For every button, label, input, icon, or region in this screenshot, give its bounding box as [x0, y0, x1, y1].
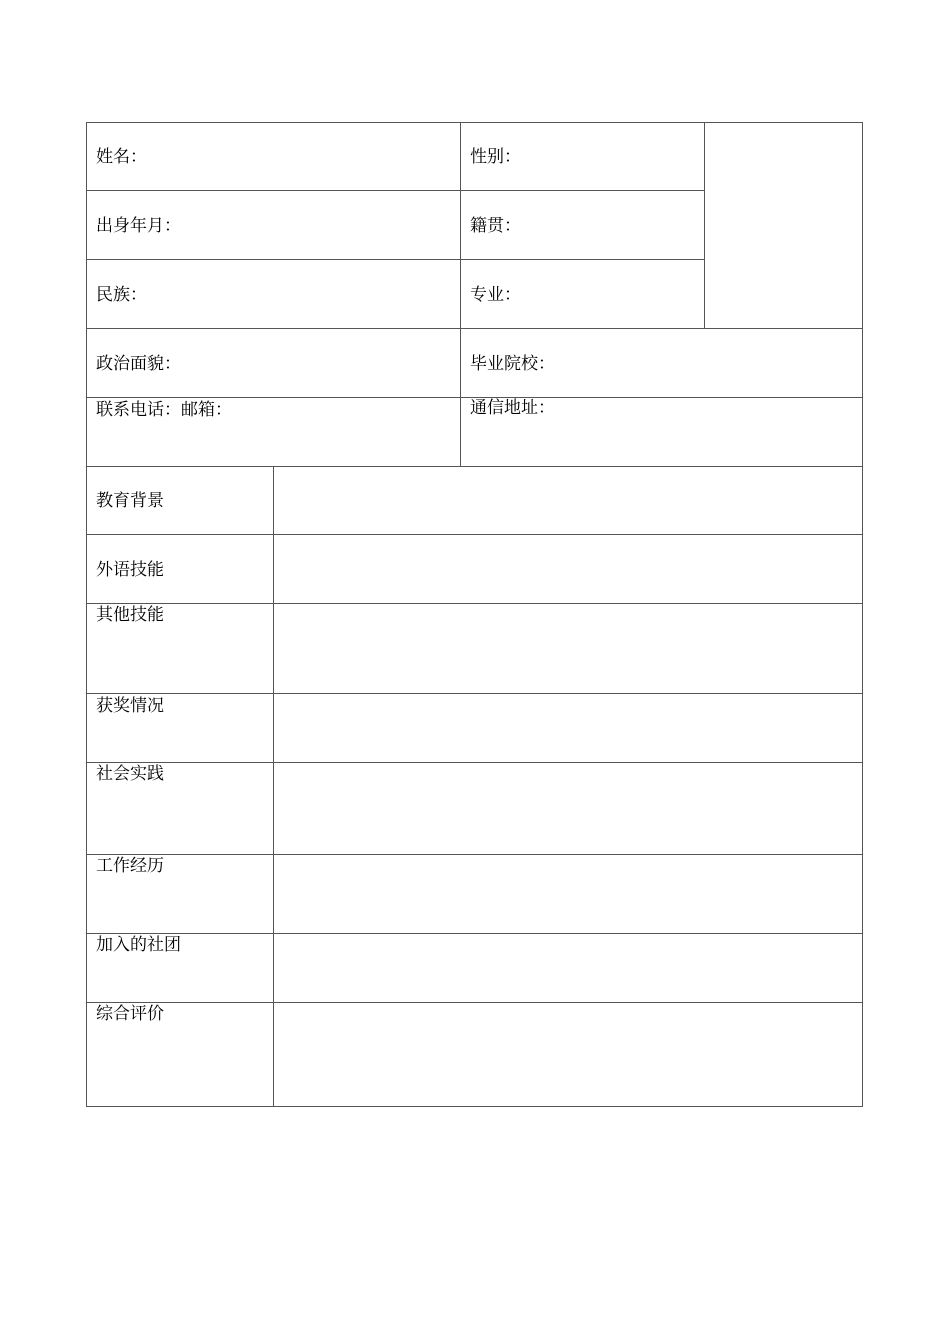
section-content-social-practice[interactable] [274, 763, 862, 854]
section-label-social-practice: 社会实践 [96, 764, 164, 784]
section-label-evaluation: 综合评价 [96, 1004, 164, 1024]
section-content-education[interactable] [274, 467, 862, 534]
name-label: 姓名： [96, 147, 147, 167]
major-label: 专业： [470, 285, 521, 305]
photo-area[interactable] [704, 123, 862, 329]
section-label-awards: 获奖情况 [96, 696, 164, 716]
row-divider [87, 259, 704, 260]
section-content-work-experience[interactable] [274, 855, 862, 933]
address-label: 通信地址： [470, 398, 555, 418]
section-content-languages[interactable] [274, 535, 862, 603]
section-label-clubs: 加入的社团 [96, 935, 181, 955]
row-divider [87, 190, 704, 191]
native-place-label: 籍贯： [470, 216, 521, 236]
section-content-evaluation[interactable] [274, 1003, 862, 1106]
section-content-other-skills[interactable] [274, 604, 862, 693]
section-label-other-skills: 其他技能 [96, 605, 164, 625]
section-label-work-experience: 工作经历 [96, 856, 164, 876]
section-label-languages: 外语技能 [96, 560, 164, 580]
section-content-awards[interactable] [274, 694, 862, 762]
political-status-label: 政治面貌： [96, 354, 181, 374]
resume-form-table [86, 122, 863, 1107]
section-label-education: 教育背景 [96, 491, 164, 511]
section-content-clubs[interactable] [274, 934, 862, 1002]
ethnicity-label: 民族： [96, 285, 147, 305]
school-label: 毕业院校： [470, 354, 555, 374]
birth-label: 出身年月： [96, 216, 181, 236]
contact-label: 联系电话：邮箱： [96, 400, 232, 420]
gender-label: 性别： [470, 147, 521, 167]
